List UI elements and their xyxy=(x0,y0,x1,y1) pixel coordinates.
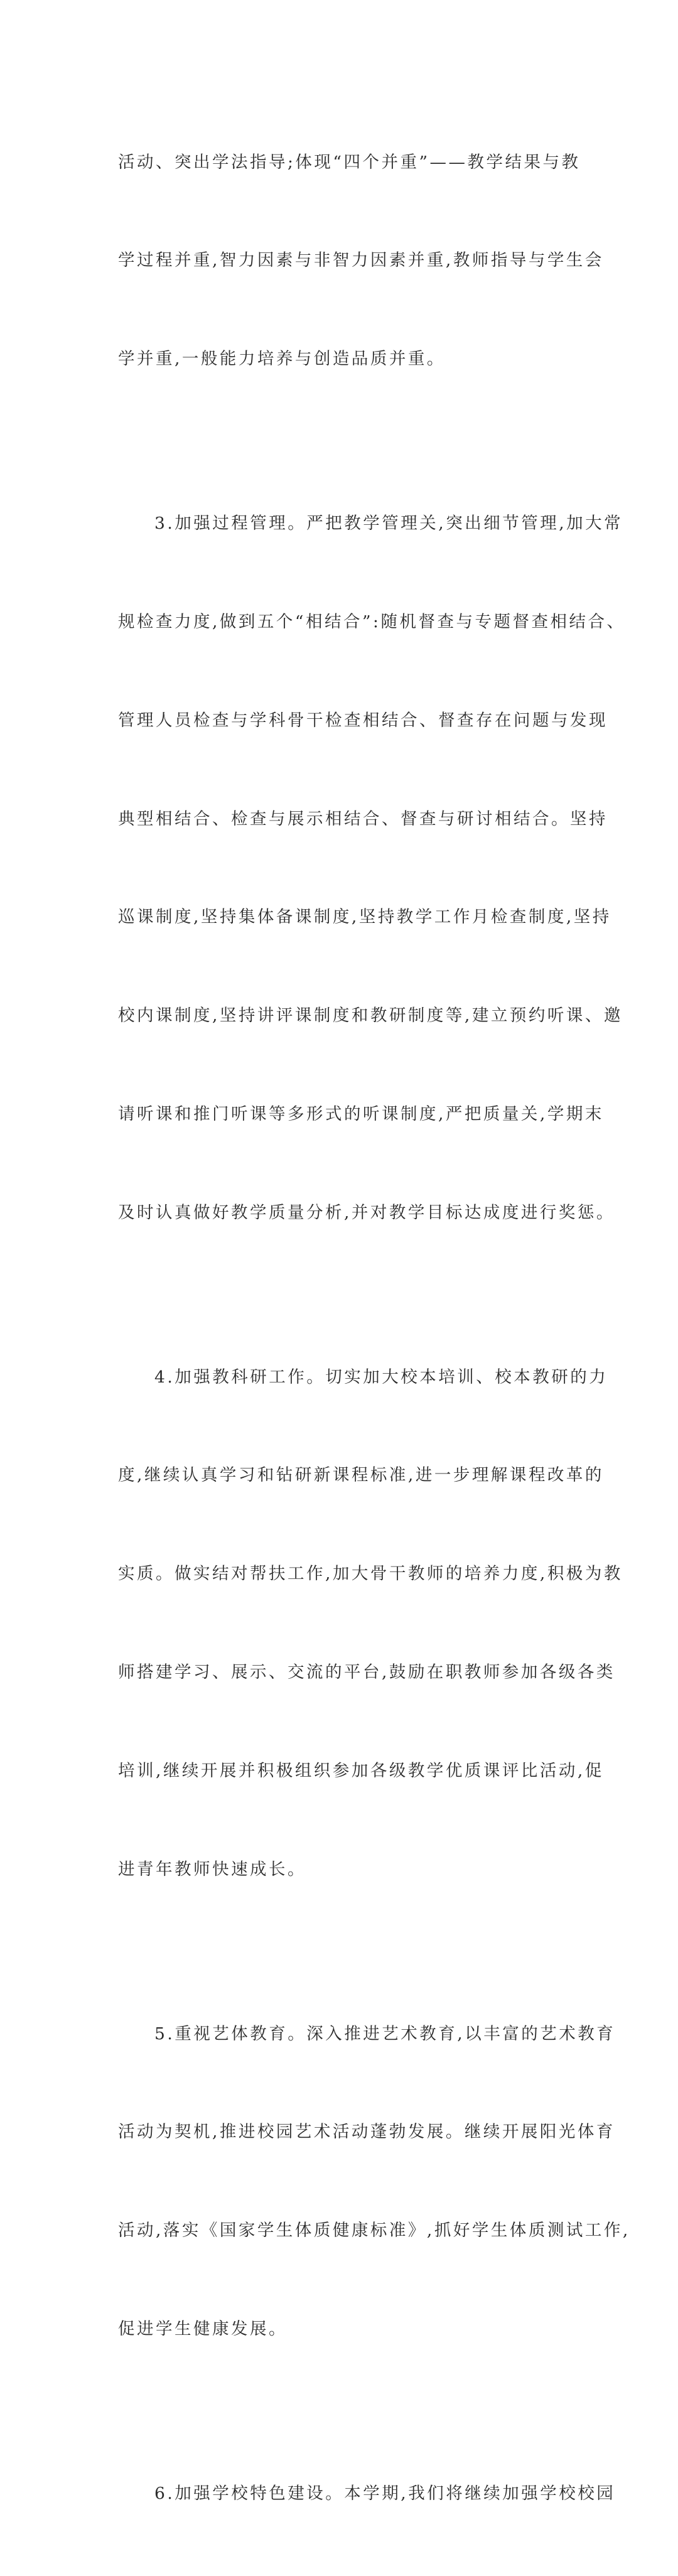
text-line: 进青年教师快速成长。 xyxy=(118,1860,306,1880)
paragraph-research-work xyxy=(118,1295,623,1952)
text-line: 巡课制度,坚持集体备课制度,坚持教学工作月检查制度,坚持 xyxy=(118,907,611,927)
text-line: 度,继续认真学习和钻研新课程标准,进一步理解课程改革的 xyxy=(118,1465,604,1485)
text-line: 3.加强过程管理。严把教学管理关,突出细节管理,加大常 xyxy=(154,513,623,533)
text-line: 请听课和推门听课等多形式的听课制度,严把质量关,学期末 xyxy=(118,1104,604,1124)
text-line: 6.加强学校特色建设。本学期,我们将继续加强学校校园 xyxy=(154,2483,616,2503)
paragraph-arts-sports xyxy=(118,1952,630,2412)
text-line: 学并重,一般能力培养与创造品质并重。 xyxy=(118,349,446,369)
text-line: 活动、突出学法指导;体现“四个并重”——教学结果与教 xyxy=(118,152,581,172)
text-line: 促进学生健康发展。 xyxy=(118,2319,288,2339)
text-line: 培训,继续开展并积极组织参加各级教学优质课评比活动,促 xyxy=(118,1761,604,1781)
paragraph-continuation xyxy=(118,80,604,441)
text-line: 规检查力度,做到五个“相结合”:随机督查与专题督查相结合、 xyxy=(118,612,626,632)
text-line: 活动,落实《国家学生体质健康标准》,抓好学生体质测试工作, xyxy=(118,2221,630,2241)
text-line: 及时认真做好教学质量分析,并对教学目标达成度进行奖惩。 xyxy=(118,1203,615,1223)
paragraph-process-management xyxy=(118,441,626,1295)
text-line: 5.重视艺体教育。深入推进艺术教育,以丰富的艺术教育 xyxy=(154,2024,616,2044)
text-line: 校内课制度,坚持讲评课制度和教研制度等,建立预约听课、邀 xyxy=(118,1006,623,1026)
body-text xyxy=(118,80,630,2576)
text-line: 学过程并重,智力因素与非智力因素并重,教师指导与学生会 xyxy=(118,251,604,271)
text-line: 师搭建学习、展示、交流的平台,鼓励在职教师参加各级各类 xyxy=(118,1663,615,1683)
text-line: 实质。做实结对帮扶工作,加大骨干教师的培养力度,积极为教 xyxy=(118,1564,623,1584)
text-line: 4.加强教科研工作。切实加大校本培训、校本教研的力 xyxy=(154,1367,608,1387)
text-line: 管理人员检查与学科骨干检查相结合、督查存在问题与发现 xyxy=(118,710,608,730)
text-line: 活动为契机,推进校园艺术活动蓬勃发展。继续开展阳光体育 xyxy=(118,2122,615,2142)
paragraph-school-features xyxy=(118,2412,616,2575)
text-line: 典型相结合、检查与展示相结合、督查与研讨相结合。坚持 xyxy=(118,809,608,829)
